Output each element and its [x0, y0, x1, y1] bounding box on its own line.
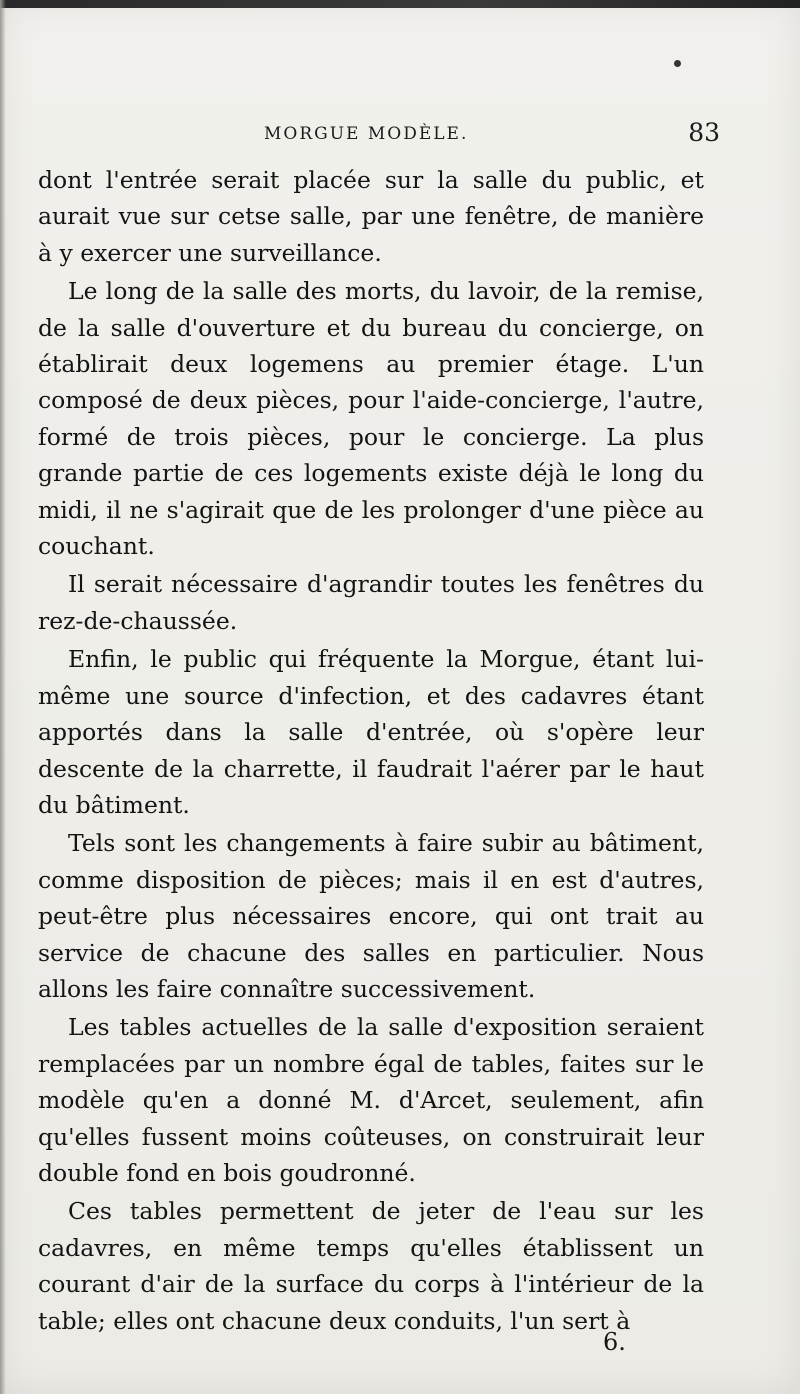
running-title: MORGUE MODÈLE.	[264, 124, 469, 144]
ink-fleck	[674, 60, 681, 67]
scan-top-edge	[0, 0, 800, 8]
paragraph: Les tables actuelles de la salle d'exposition seraient remplacées par un nombre égal de tables, faites sur le modèle qu'en a donné M. d'Arcet, seulement, afin qu'elles fussent moins coûteuses, on construirait leur double fond en bois goudronné.	[38, 1013, 704, 1187]
running-head	[40, 118, 720, 152]
scan-left-edge	[0, 0, 6, 1394]
paragraph: Tels sont les changements à faire subir au bâtiment, comme disposition de pièces; mais il en est d'autres, peut-être plus nécessaires encore, qui ont trait au service de chacune des salles en particulier. Nous allons les faire connaître successivement.	[38, 829, 704, 1003]
paragraph: Ces tables permettent de jeter de l'eau sur les cadavres, en même temps qu'elles établissent un courant d'air de la surface du corps à l'intérieur de la table; elles ont chacune deux conduits, l'un sert à	[38, 1197, 704, 1335]
signature-mark: 6.	[603, 1328, 626, 1356]
paragraph: dont l'entrée serait placée sur la salle du public, et aurait vue sur cetse salle, par une fenêtre, de manière à y exercer une surveillance.	[38, 166, 704, 267]
paragraph: Il serait nécessaire d'agrandir toutes les fenêtres du rez-de-chaussée.	[38, 570, 704, 635]
page-number: 83	[688, 118, 720, 147]
body-text	[38, 162, 704, 1339]
paragraph: Le long de la salle des morts, du lavoir, de la remise, de la salle d'ouverture et du bureau du concierge, on établirait deux logemens au premier étage. L'un composé de deux pièces, pour l'aide-concierge, l'autre, formé de trois pièces, pour le concierge. La plus grande partie de ces logements existe déjà le long du midi, il ne s'agirait que de les prolonger d'une pièce au couchant.	[38, 277, 704, 561]
paragraph: Enfin, le public qui fréquente la Morgue, étant lui-même une source d'infection, et des cadavres étant apportés dans la salle d'entrée, où s'opère leur descente de la charrette, il faudrait l'aérer par le haut du bâtiment.	[38, 645, 704, 819]
